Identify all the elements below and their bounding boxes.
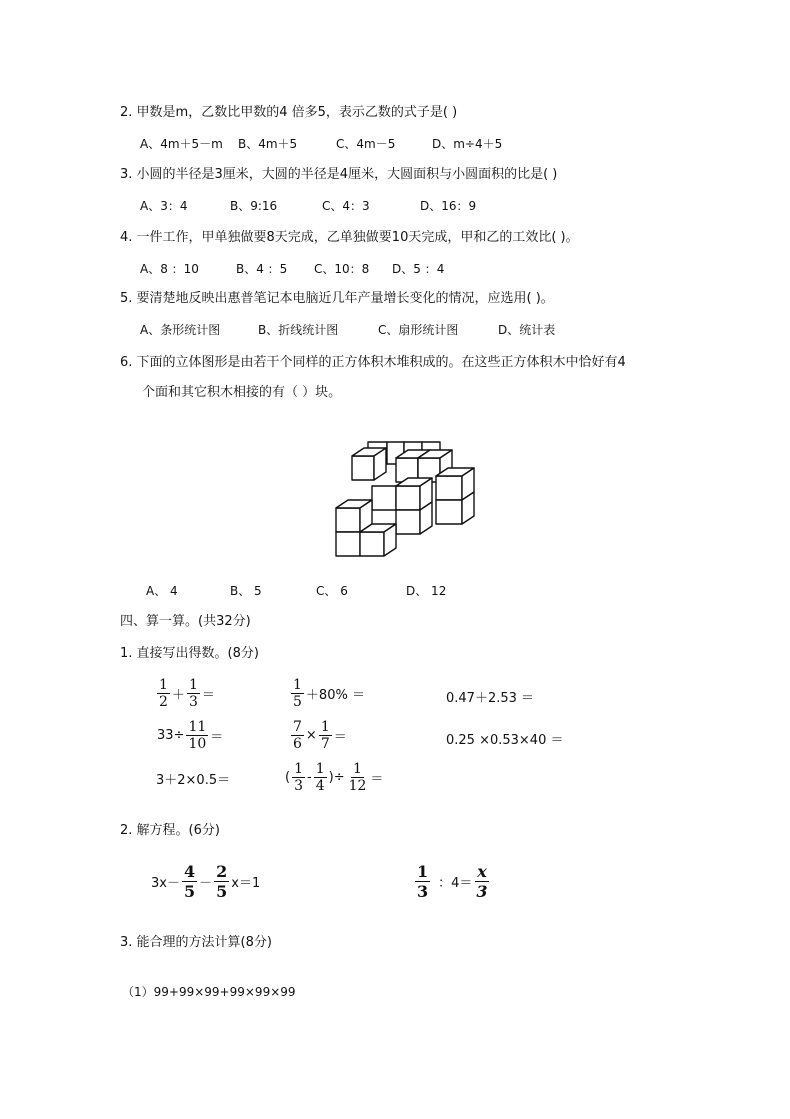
calc-5: $\frac{7}{6}$ × $\frac{1}{7}$ ＝ bbox=[293, 719, 347, 752]
q3-option-c: C、4：3 bbox=[322, 199, 370, 213]
q3-stem: 3. 小圆的半径是3厘米，大圆的半径是4厘米，大圆面积与小圆面积的比是( ) bbox=[120, 167, 558, 182]
fraction: $\frac{4}{5}$ bbox=[183, 862, 196, 901]
part1-title: 1. 直接写出得数。(8分) bbox=[120, 646, 259, 661]
q5-option-c: C、扇形统计图 bbox=[378, 323, 459, 337]
q5-option-b: B、折线统计图 bbox=[258, 323, 339, 337]
q6-option-c: C、 6 bbox=[316, 584, 348, 598]
calc-4: 33÷ $\frac{11}{10}$ ＝ bbox=[157, 719, 224, 752]
q2-stem: 2. 甲数是m，乙数比甲数的4 倍多5，表示乙数的式子是( ) bbox=[120, 105, 458, 120]
q5-option-d: D、统计表 bbox=[498, 323, 556, 337]
fraction: $\frac{1}{2}$ bbox=[159, 677, 168, 710]
part3-title: 3. 能合理的方法计算(8分) bbox=[120, 935, 272, 950]
fraction: $\frac{1}{5}$ bbox=[293, 677, 302, 710]
equation-1: 3x－ $\frac{4}{5}$ － $\frac{2}{5}$ x＝1 bbox=[151, 862, 261, 901]
equation-2: $\frac{1}{3}$ ：4＝ $\frac{x}{3}$ bbox=[417, 862, 488, 901]
q6-stem-line2: 个面和其它积木相接的有（ ）块。 bbox=[142, 385, 342, 400]
q6-option-b: B、 5 bbox=[230, 584, 262, 598]
fraction: $\frac{7}{6}$ bbox=[293, 719, 302, 752]
fraction: $\frac{1}{12}$ bbox=[348, 761, 367, 794]
q4-option-d: D、5 ：4 bbox=[392, 262, 445, 276]
q2-option-c: C、4m－5 bbox=[336, 137, 396, 151]
calc-3: 0.47＋2.53 ＝ bbox=[446, 691, 535, 706]
q2-option-b: B、4m＋5 bbox=[238, 137, 298, 151]
calc-7: 3＋2×0.5＝ bbox=[156, 773, 231, 788]
fraction: $\frac{1}{3}$ bbox=[188, 677, 198, 710]
q3-option-b: B、9:16 bbox=[230, 199, 278, 213]
fraction: $\frac{1}{7}$ bbox=[320, 719, 330, 752]
q4-option-c: C、10：8 bbox=[314, 262, 370, 276]
q6-option-d: D、 12 bbox=[406, 584, 447, 598]
q2-option-a: A、4m＋5－m bbox=[140, 137, 223, 151]
fraction: $\frac{11}{10}$ bbox=[188, 719, 207, 752]
part3-item-1: （1）99+99×99+99×99×99 bbox=[122, 985, 296, 999]
q3-option-d: D、16：9 bbox=[420, 199, 477, 213]
q6-stem-line1: 6. 下面的立体图形是由若干个同样的正方体积木堆积成的。在这些正方体积木中恰好有4 bbox=[120, 355, 626, 370]
q4-option-a: A、8 ：10 bbox=[140, 262, 199, 276]
calc-2: $\frac{1}{5}$ ＋80% ＝ bbox=[293, 677, 365, 710]
fraction: $\frac{1}{4}$ bbox=[315, 761, 325, 794]
q2-option-d: D、m÷4＋5 bbox=[432, 137, 503, 151]
part2-title: 2. 解方程。(6分) bbox=[120, 823, 220, 838]
fraction: $\frac{2}{5}$ bbox=[216, 862, 228, 901]
calc-6: 0.25 ×0.53×40 ＝ bbox=[446, 733, 564, 748]
fraction: $\frac{1}{3}$ bbox=[417, 862, 429, 901]
q4-stem: 4. 一件工作，甲单独做要8天完成，乙单独做要10天完成，甲和乙的工效比( )。 bbox=[120, 230, 579, 245]
q5-option-a: A、条形统计图 bbox=[140, 323, 221, 337]
section4-title: 四、算一算。(共32分) bbox=[120, 614, 251, 629]
calc-8: ( $\frac{1}{3}$ - $\frac{1}{4}$ )÷ $\frac{1}{12}$ ＝ bbox=[285, 761, 384, 794]
calc-1: $\frac{1}{2}$ ＋ $\frac{1}{3}$ ＝ bbox=[159, 677, 215, 710]
q4-option-b: B、4 ：5 bbox=[236, 262, 288, 276]
fraction: $\frac{1}{3}$ bbox=[294, 761, 303, 794]
q5-stem: 5. 要清楚地反映出惠普笔记本电脑近几年产量增长变化的情况，应选用( )。 bbox=[120, 291, 554, 306]
fraction: $\frac{x}{3}$ bbox=[476, 862, 488, 901]
q6-option-a: A、 4 bbox=[146, 584, 178, 598]
cube-stack-figure bbox=[332, 434, 482, 564]
q3-option-a: A、3：4 bbox=[140, 199, 188, 213]
